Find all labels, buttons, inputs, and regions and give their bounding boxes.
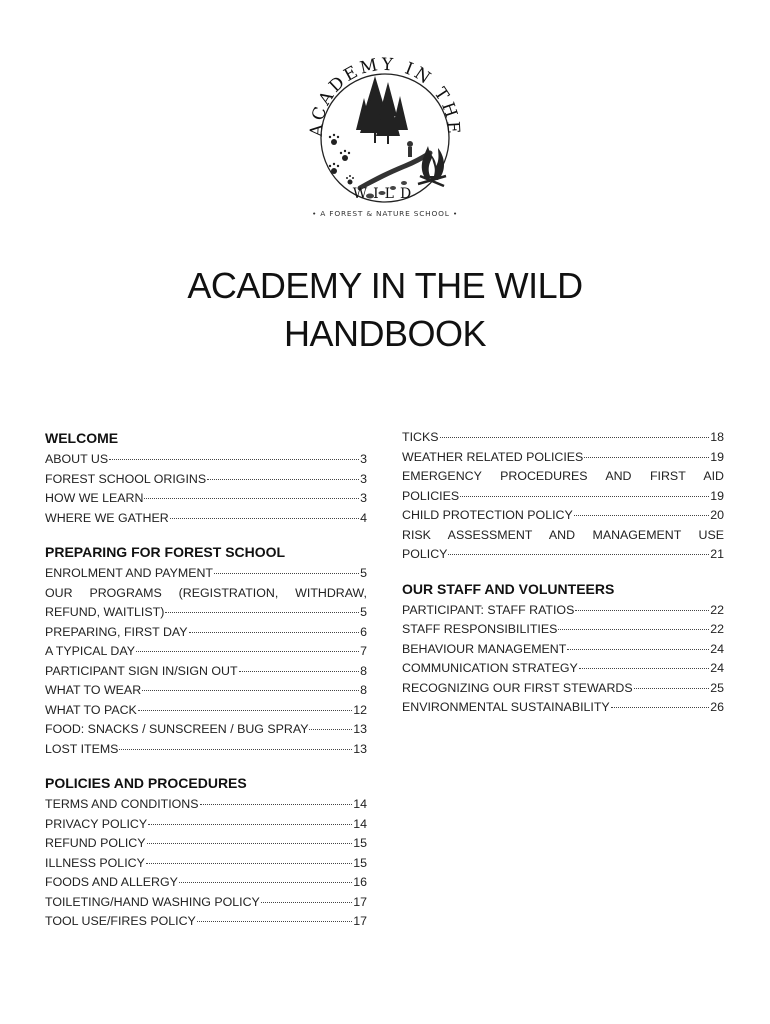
toc-dot-leader [138, 710, 352, 711]
toc-entry-label: POLICIES [402, 488, 460, 503]
toc-entry-label: PREPARING, FIRST DAY [45, 624, 188, 639]
toc-entry-page: 15 [353, 836, 367, 850]
toc-entry-page: 7 [360, 644, 367, 658]
toc-dot-leader [142, 690, 359, 691]
toc-entry[interactable] [45, 642, 367, 662]
toc-dot-leader [584, 457, 709, 458]
toc-section [45, 428, 367, 528]
toc-entry[interactable] [45, 450, 367, 470]
toc-entry-label: WEATHER RELATED POLICIES [402, 449, 584, 464]
toc-entry[interactable] [45, 564, 367, 584]
toc-entry-page: 13 [353, 741, 367, 756]
toc-entry-page: 22 [710, 602, 724, 617]
toc-dot-leader [611, 707, 710, 708]
section-gap [402, 565, 724, 579]
toc-entry-page: 6 [360, 624, 367, 639]
toc-entry[interactable] [402, 506, 724, 526]
toc-entry-page: 3 [360, 471, 367, 486]
toc-entry-label: FOOD: SNACKS / SUNSCREEN / BUG SPRAY [45, 722, 309, 736]
toc-entry[interactable] [402, 448, 724, 468]
toc-entry[interactable] [402, 428, 724, 448]
toc-entry[interactable] [402, 659, 724, 679]
toc-section [45, 528, 367, 759]
toc-dot-leader [239, 671, 360, 672]
toc-dot-leader [197, 921, 352, 922]
toc-entry-page: 14 [353, 797, 367, 811]
toc-entry[interactable] [402, 526, 724, 565]
toc-entry-label: TOILETING/HAND WASHING POLICY [45, 894, 260, 909]
toc-entry[interactable] [45, 873, 367, 893]
toc-entry-page: 26 [710, 700, 724, 714]
toc-entry-page: 3 [360, 491, 367, 505]
logo-bottom-text: WILD [352, 186, 418, 202]
toc-dot-leader [214, 573, 359, 574]
toc-dot-leader [448, 554, 709, 555]
toc-dot-leader [207, 479, 359, 480]
toc-entry[interactable] [45, 912, 367, 932]
toc-entry-page: 16 [353, 875, 367, 889]
toc-entry-label: BEHAVIOUR MANAGEMENT [402, 641, 567, 656]
toc-entry[interactable] [45, 470, 367, 490]
toc-dot-leader [440, 437, 710, 438]
toc-entry-page: 3 [360, 452, 367, 466]
toc-entry-line2 [45, 603, 367, 623]
toc-dot-leader [136, 651, 359, 652]
toc-entry-label: WHAT TO PACK [45, 702, 137, 717]
figure-icon [407, 141, 413, 157]
toc-entry-page: 5 [360, 566, 367, 580]
toc-entry-line2 [402, 545, 724, 565]
toc-dot-leader [558, 629, 709, 630]
toc-entry-page: 13 [353, 722, 367, 736]
toc-dot-leader [200, 804, 353, 805]
toc-entry[interactable] [45, 834, 367, 854]
toc-entry-label: FOREST SCHOOL ORIGINS [45, 471, 207, 486]
toc-entry-line2 [402, 487, 724, 507]
toc-dot-leader [309, 729, 352, 730]
title-line-2: HANDBOOK [283, 313, 487, 354]
toc-dot-leader [567, 649, 709, 650]
toc-entry-label: WHERE WE GATHER [45, 510, 169, 525]
document-title [0, 262, 770, 358]
toc-entry-page: 22 [710, 622, 724, 636]
toc-entry[interactable] [45, 740, 367, 760]
academy-logo [290, 38, 480, 228]
toc-entry-label: HOW WE LEARN [45, 491, 144, 505]
toc-entry-label: POLICY [402, 547, 448, 561]
toc-dot-leader [144, 498, 359, 499]
toc-entry-page: 25 [710, 680, 724, 695]
toc-entry-label: TICKS [402, 430, 439, 444]
toc-entry-label: PARTICIPANT SIGN IN/SIGN OUT [45, 663, 238, 678]
toc-entry-page: 8 [360, 683, 367, 697]
toc-entry-page: 19 [710, 488, 724, 503]
toc-entry-label: STAFF RESPONSIBILITIES [402, 622, 558, 636]
toc-entry-label: TOOL USE/FIRES POLICY [45, 914, 196, 928]
toc-left-column [45, 428, 367, 932]
section-gap [45, 759, 367, 773]
toc-dot-leader [574, 515, 709, 516]
toc-dot-leader [119, 749, 352, 750]
toc-entry-page: 8 [360, 663, 367, 678]
toc-entry-label-line1: OUR PROGRAMS (REGISTRATION, WITHDRAW, [45, 585, 367, 600]
toc-entry[interactable] [45, 701, 367, 721]
toc-entry-label: ENVIRONMENTAL SUSTAINABILITY [402, 700, 610, 714]
paw-print-icon [329, 134, 354, 185]
toc-entry-page: 15 [353, 855, 367, 870]
toc-entry[interactable] [45, 509, 367, 529]
toc-entry-label-line1: RISK ASSESSMENT AND MANAGEMENT USE [402, 527, 724, 542]
toc-entry-page: 4 [360, 510, 367, 525]
toc-dot-leader [579, 668, 709, 669]
toc-entry[interactable] [402, 640, 724, 660]
toc-entry-page: 21 [710, 547, 724, 561]
toc-dot-leader [460, 496, 709, 497]
toc-entry[interactable] [45, 795, 367, 815]
toc-section-heading: POLICIES AND PROCEDURES [45, 775, 247, 791]
toc-entry-page: 24 [710, 641, 724, 656]
toc-entry[interactable] [402, 601, 724, 621]
toc-dot-leader [189, 632, 360, 633]
toc-section [45, 759, 367, 932]
toc-entry-label: PARTICIPANT: STAFF RATIOS [402, 602, 575, 617]
toc-entry-label: ILLNESS POLICY [45, 855, 145, 870]
toc-entry[interactable] [45, 854, 367, 874]
toc-entry-label: ENROLMENT AND PAYMENT [45, 566, 213, 580]
toc-entry-label: COMMUNICATION STRATEGY [402, 661, 578, 675]
toc-entry-label-line1: EMERGENCY PROCEDURES AND FIRST AID [402, 469, 724, 483]
tree-icon [356, 76, 408, 144]
toc-entry-page: 17 [353, 894, 367, 909]
toc-entry[interactable] [45, 489, 367, 509]
toc-entry[interactable] [402, 698, 724, 718]
toc-entry-label: REFUND, WAITLIST) [45, 605, 165, 619]
toc-entry-label: WHAT TO WEAR [45, 683, 142, 697]
logo-tagline: • A FOREST & NATURE SCHOOL • [311, 209, 459, 218]
toc-dot-leader [147, 843, 353, 844]
toc-section-heading: PREPARING FOR FOREST SCHOOL [45, 544, 286, 560]
toc-entry[interactable] [45, 815, 367, 835]
toc-dot-leader [165, 612, 359, 613]
toc-section [402, 428, 724, 565]
toc-entry-page: 20 [710, 508, 724, 522]
toc-dot-leader [261, 902, 352, 903]
toc-dot-leader [634, 688, 710, 689]
title-line-1: ACADEMY IN THE WILD [187, 265, 583, 306]
toc-entry-label: TERMS AND CONDITIONS [45, 797, 199, 811]
section-gap [45, 528, 367, 542]
toc-entry-label: A TYPICAL DAY [45, 644, 135, 658]
toc-dot-leader [179, 882, 352, 883]
toc-entry-page: 19 [710, 449, 724, 464]
toc-entry-page: 24 [710, 661, 724, 675]
toc-dot-leader [575, 610, 709, 611]
toc-entry-page: 5 [360, 605, 367, 619]
toc-entry-label: PRIVACY POLICY [45, 816, 148, 831]
toc-right-column [402, 428, 724, 718]
toc-section [402, 565, 724, 718]
toc-dot-leader [109, 459, 359, 460]
logo-arc-text: ACADEMY IN THE [306, 54, 464, 138]
toc-entry[interactable] [45, 893, 367, 913]
toc-entry-label: RECOGNIZING OUR FIRST STEWARDS [402, 680, 633, 695]
toc-entry-page: 12 [353, 702, 367, 717]
toc-entry[interactable] [45, 584, 367, 623]
toc-entry-label: FOODS AND ALLERGY [45, 875, 178, 889]
toc-entry-page: 18 [710, 430, 724, 444]
toc-dot-leader [148, 824, 352, 825]
toc-entry-label: LOST ITEMS [45, 741, 119, 756]
toc-section-heading: OUR STAFF AND VOLUNTEERS [402, 580, 615, 597]
toc-dot-leader [170, 518, 359, 519]
toc-entry-label: CHILD PROTECTION POLICY [402, 508, 573, 522]
toc-entry[interactable] [402, 467, 724, 506]
toc-entry[interactable] [45, 681, 367, 701]
toc-dot-leader [146, 863, 352, 864]
toc-entry[interactable] [45, 662, 367, 682]
toc-entry[interactable] [402, 620, 724, 640]
toc-entry-page: 17 [353, 914, 367, 928]
toc-entry-label: ABOUT US [45, 452, 109, 466]
toc-entry[interactable] [402, 679, 724, 699]
toc-section-heading: WELCOME [45, 430, 119, 446]
toc-entry-page: 14 [353, 816, 367, 831]
toc-entry[interactable] [45, 720, 367, 740]
toc-entry[interactable] [45, 623, 367, 643]
toc-entry-label: REFUND POLICY [45, 836, 146, 850]
